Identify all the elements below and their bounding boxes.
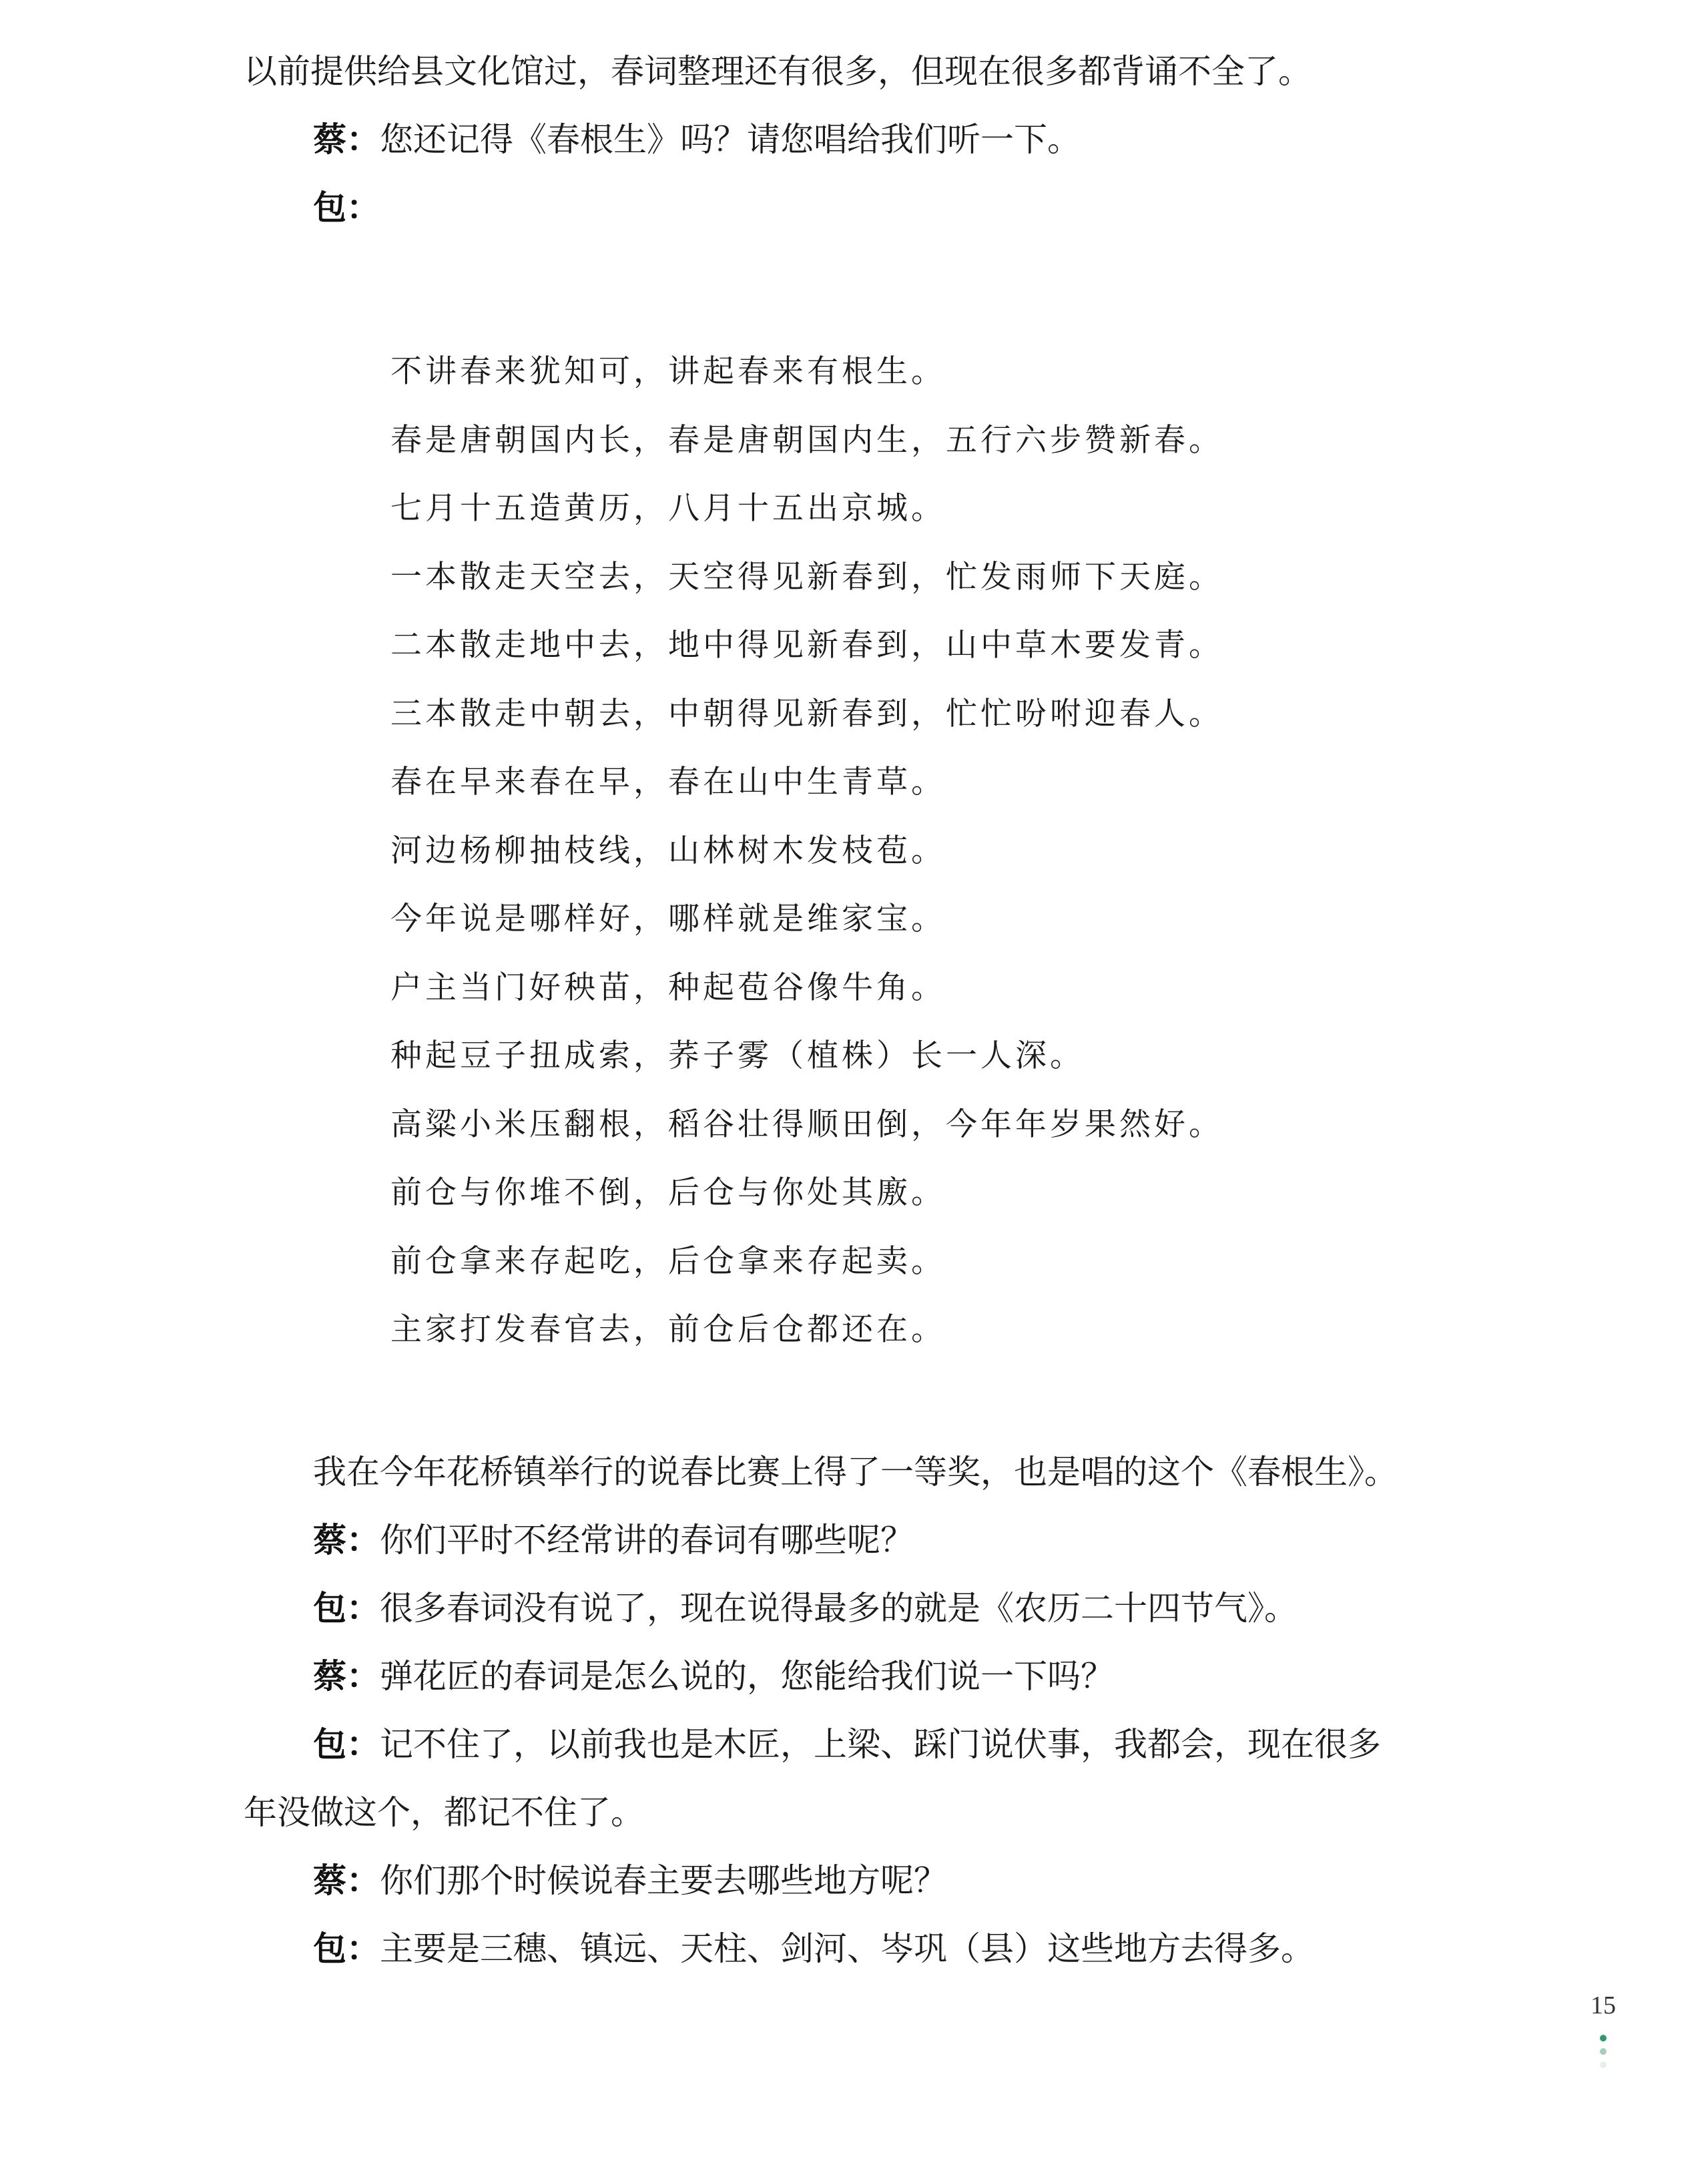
question-text: 弹花匠的春词是怎么说的，您能给我们说一下吗？ bbox=[380, 1657, 1114, 1696]
poem-line: 前仓拿来存起吃，后仓拿来存起卖。 bbox=[390, 1242, 946, 1280]
speaker-label: 包： bbox=[313, 1725, 380, 1764]
question-3 bbox=[244, 1642, 1498, 1710]
page-number: 15 bbox=[1591, 1991, 1616, 2019]
speaker-label: 包： bbox=[313, 1929, 380, 1968]
poem-line: 主家打发春官去，前仓后仓都还在。 bbox=[390, 1311, 946, 1348]
question-4 bbox=[244, 1847, 1498, 1915]
answer-2 bbox=[244, 1574, 1498, 1642]
poem-line: 七月十五造黄历，八月十五出京城。 bbox=[390, 490, 946, 527]
poem-line: 种起豆子扭成索，荞子雾（植株）长一人深。 bbox=[390, 1037, 1085, 1074]
poem-line: 户主当门好秧苗，种起苞谷像牛角。 bbox=[390, 969, 946, 1006]
answer-3-continuation: 年没做这个，都记不住了。 bbox=[244, 1793, 644, 1832]
answer-1 bbox=[244, 174, 1498, 242]
question-text: 你们那个时候说春主要去哪些地方呢？ bbox=[380, 1861, 947, 1900]
answer-text: 主要是三穗、镇远、天柱、剑河、岑巩（县）这些地方去得多。 bbox=[380, 1929, 1314, 1968]
speaker-label: 蔡： bbox=[313, 1521, 380, 1559]
dialogue-section bbox=[244, 1438, 1498, 1983]
answer-4 bbox=[244, 1915, 1498, 1983]
intro-section bbox=[244, 37, 1498, 242]
poem-line: 高粱小米压翻根，稻谷壮得顺田倒，今年年岁果然好。 bbox=[390, 1106, 1223, 1143]
poem-line: 河边杨柳抽枝线，山林树木发枝苞。 bbox=[390, 832, 946, 869]
page-decoration-dots bbox=[1597, 2035, 1610, 2075]
poem-block bbox=[390, 338, 1525, 1365]
question-1 bbox=[244, 105, 1498, 174]
answer-text: 很多春词没有说了，现在说得最多的就是《农历二十四节气》。 bbox=[380, 1589, 1298, 1628]
decoration-dot bbox=[1600, 2062, 1607, 2068]
decoration-dot bbox=[1600, 2035, 1607, 2041]
speaker-label: 蔡： bbox=[313, 1657, 380, 1696]
narrative-line: 我在今年花桥镇举行的说春比赛上得了一等奖，也是唱的这个《春根生》。 bbox=[313, 1453, 1398, 1491]
question-2 bbox=[244, 1506, 1498, 1574]
poem-line: 不讲春来犹知可，讲起春来有根生。 bbox=[390, 353, 946, 390]
poem-line: 一本散走天空去，天空得见新春到，忙发雨师下天庭。 bbox=[390, 558, 1223, 595]
poem-line: 三本散走中朝去，中朝得见新春到，忙忙吩咐迎春人。 bbox=[390, 695, 1223, 732]
poem-line: 今年说是哪样好，哪样就是维家宝。 bbox=[390, 901, 946, 937]
poem-line: 前仓与你堆不倒，后仓与你处其廒。 bbox=[390, 1174, 946, 1211]
speaker-label: 蔡： bbox=[313, 120, 380, 159]
poem-line: 春在早来春在早，春在山中生青草。 bbox=[390, 764, 946, 800]
question-text: 您还记得《春根生》吗？请您唱给我们听一下。 bbox=[380, 120, 1081, 159]
answer-3 bbox=[244, 1710, 1498, 1778]
question-text: 你们平时不经常讲的春词有哪些呢？ bbox=[380, 1521, 914, 1559]
poem-line: 春是唐朝国内长，春是唐朝国内生，五行六步赞新春。 bbox=[390, 421, 1223, 459]
speaker-label: 包： bbox=[313, 188, 380, 227]
speaker-label: 蔡： bbox=[313, 1861, 380, 1900]
speaker-label: 包： bbox=[313, 1589, 380, 1628]
answer-text: 记不住了，以前我也是木匠，上梁、踩门说伏事，我都会，现在很多 bbox=[380, 1725, 1381, 1764]
poem-line: 二本散走地中去，地中得见新春到，山中草木要发青。 bbox=[390, 627, 1223, 664]
intro-line: 以前提供给县文化馆过，春词整理还有很多，但现在很多都背诵不全了。 bbox=[244, 52, 1312, 91]
decoration-dot bbox=[1600, 2048, 1607, 2055]
